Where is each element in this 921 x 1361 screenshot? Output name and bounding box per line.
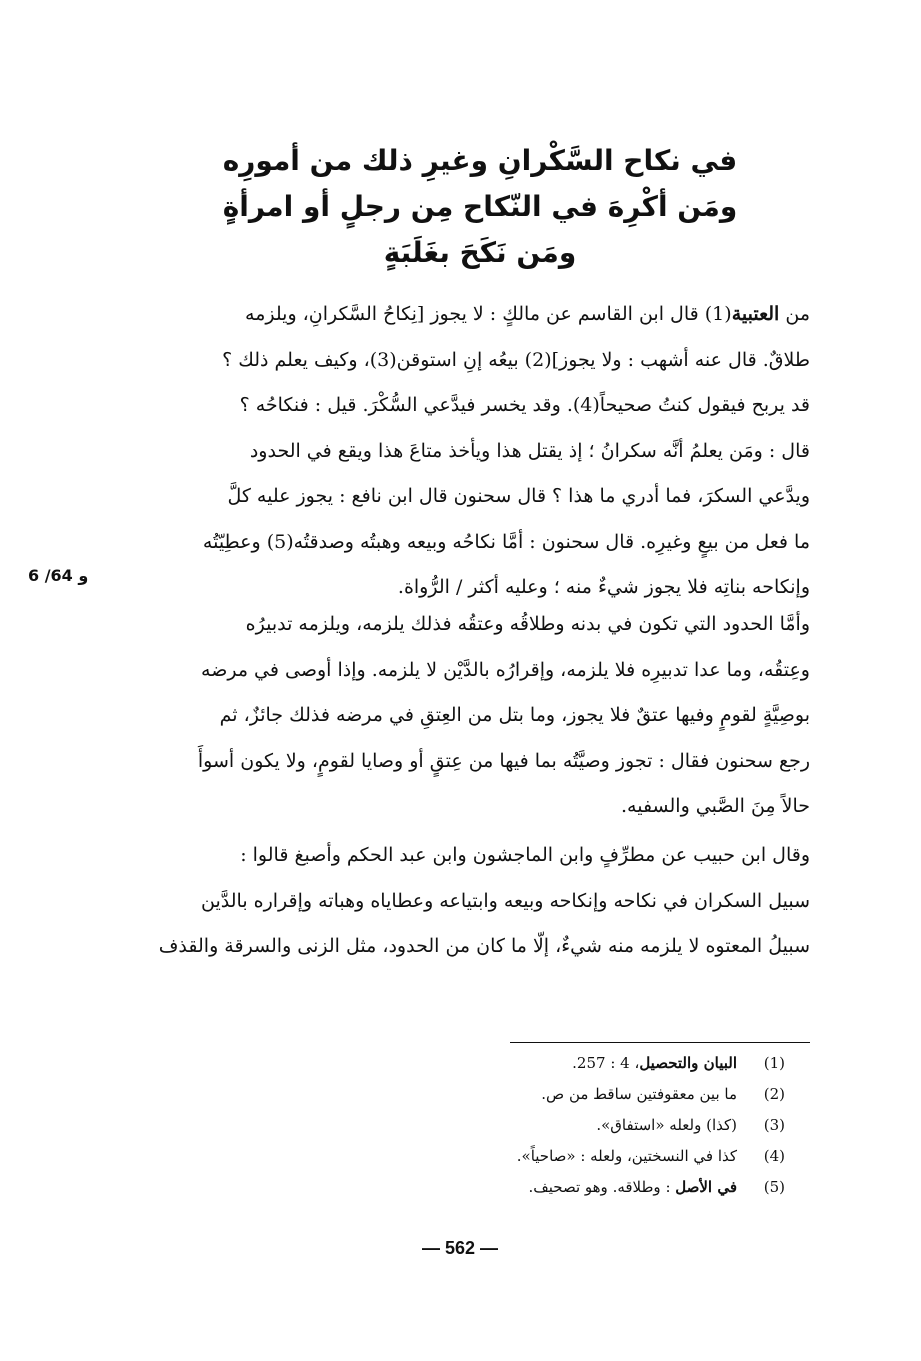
page-number: — 562 — bbox=[421, 1238, 499, 1258]
footnote-divider bbox=[510, 1042, 810, 1043]
manuscript-folio-note: 6 /64 و bbox=[28, 566, 89, 585]
footnote-text: كذا في النسختين، ولعله : «صاحياً». bbox=[516, 1147, 737, 1165]
paragraph-line: وإنكاحه بناتِه فلا يجوز شيءٌ منه ؛ وعليه أكثر / الرُّواة. bbox=[397, 576, 810, 598]
paragraph-2 bbox=[100, 602, 810, 830]
paragraph-line: وقال ابن حبيب عن مطرِّفٍ وابن الماجشون وابن عبد الحكم وأصبغ قالوا : bbox=[240, 844, 810, 866]
paragraph-line: طلاقٌ. قال عنه أشهب : ولا يجوز](2) بيعُه إنِ استوقن(3)، وكيف يعلم ذلك ؟ bbox=[222, 348, 810, 371]
footnote-number: (5) bbox=[763, 1178, 785, 1196]
footnote-text bbox=[265, 1048, 737, 1079]
footnote-text: ما بين معقوفتين ساقط من ص. bbox=[541, 1085, 737, 1103]
paragraph-line: حالاً مِنَ الصَّبي والسفيه. bbox=[620, 795, 810, 817]
footnote-text: (كذا) ولعله «استفاق». bbox=[596, 1116, 737, 1134]
footnote-text-run: ، 4 : 257. bbox=[572, 1054, 640, 1072]
footnote-text-run: : وطلاقه. وهو تصحيف. bbox=[528, 1178, 676, 1196]
paragraph-line: بوصِيَّةٍ لقومٍ وفيها عتقٌ فلا يجوز، وما بتل من العِتقِ في مرضه فذلك جائزٌ، ثم bbox=[219, 704, 810, 726]
paragraph-line: قال : ومَن يعلمُ أنَّه سكرانُ ؛ إذ يقتل هذا ويأخذ متاعَ هذا ويقع في الحدود bbox=[249, 439, 810, 462]
title-line-3: ومَن نَكَحَ بغَلَبَةٍ bbox=[383, 236, 577, 269]
paragraph-line: وأمَّا الحدود التي تكون في بدنه وطلاقُه وعتقُه فذلك يلزمه، ويلزمه تدبيرُه bbox=[245, 613, 810, 635]
paragraph-1 bbox=[100, 292, 810, 611]
paragraph-line bbox=[100, 292, 810, 338]
footnote-item bbox=[265, 1172, 785, 1203]
footnote-number: (2) bbox=[763, 1085, 785, 1103]
title-line-1: في نكاح السَّكْرانِ وغيرِ ذلك من أمورِه bbox=[222, 144, 738, 177]
text-run: من bbox=[779, 303, 810, 325]
footnote-item bbox=[265, 1110, 785, 1141]
paragraph-line: سبيلُ المعتوه لا يلزمه منه شيءٌ، إلّا ما كان من الحدود، مثل الزنى والسرقة والقذف bbox=[158, 935, 810, 957]
chapter-title bbox=[160, 138, 800, 276]
paragraph-line: ما فعل من بيعٍ وغيرِه. قال سحنون : أمَّا نكاحُه وبيعه وهبتُه وصدقتُه(5) وعطِيّتُه bbox=[202, 530, 810, 553]
footnote-bold-text: البيان والتحصيل bbox=[639, 1054, 737, 1072]
footnote-number: (4) bbox=[763, 1147, 785, 1165]
paragraph-line: وعِتقُه، وما عدا تدبيرِه فلا يلزمه، وإقرارُه بالدَّيْن لا يلزمه. وإذا أوصى في مرضه bbox=[201, 658, 810, 681]
footnotes bbox=[265, 1048, 785, 1203]
paragraph-line: رجع سحنون فقال : تجوز وصيَّتُه بما فيها من عِتقٍ أو وصايا لقومٍ، ولا يكون أسوأَ bbox=[197, 749, 810, 772]
footnote-number: (1) bbox=[763, 1054, 785, 1072]
paragraph-line: ويدَّعي السكرَ، فما أدري ما هذا ؟ قال سحنون قال ابن نافع : يجوز عليه كلَّ bbox=[227, 485, 810, 507]
source-name: العتبية bbox=[731, 303, 780, 325]
title-line-2: ومَن أكْرِهَ في النّكاح مِن رجلٍ أو امرأةٍ bbox=[222, 190, 738, 223]
paragraph-line: قد يربح فيقول كنتُ صحيحاً(4). وقد يخسر فيدَّعي السُّكْرَ. قيل : فنكاحُه ؟ bbox=[239, 394, 810, 416]
footnote-item bbox=[265, 1079, 785, 1110]
footnote-number: (3) bbox=[763, 1116, 785, 1134]
paragraph-3 bbox=[100, 833, 810, 970]
paragraph-line: سبيل السكران في نكاحه وإنكاحه وبيعه وابتياعه وعطاياه وهباته وإقراره بالدَّين bbox=[201, 889, 810, 912]
footnote-item bbox=[265, 1048, 785, 1079]
footnote-text bbox=[265, 1172, 737, 1203]
footnote-item bbox=[265, 1141, 785, 1172]
footnote-bold-text: في الأصل bbox=[675, 1178, 737, 1196]
text-run: (1) قال ابن القاسم عن مالكٍ : لا يجوز [نِكاحُ السَّكرانِ، ويلزمه bbox=[245, 303, 732, 325]
